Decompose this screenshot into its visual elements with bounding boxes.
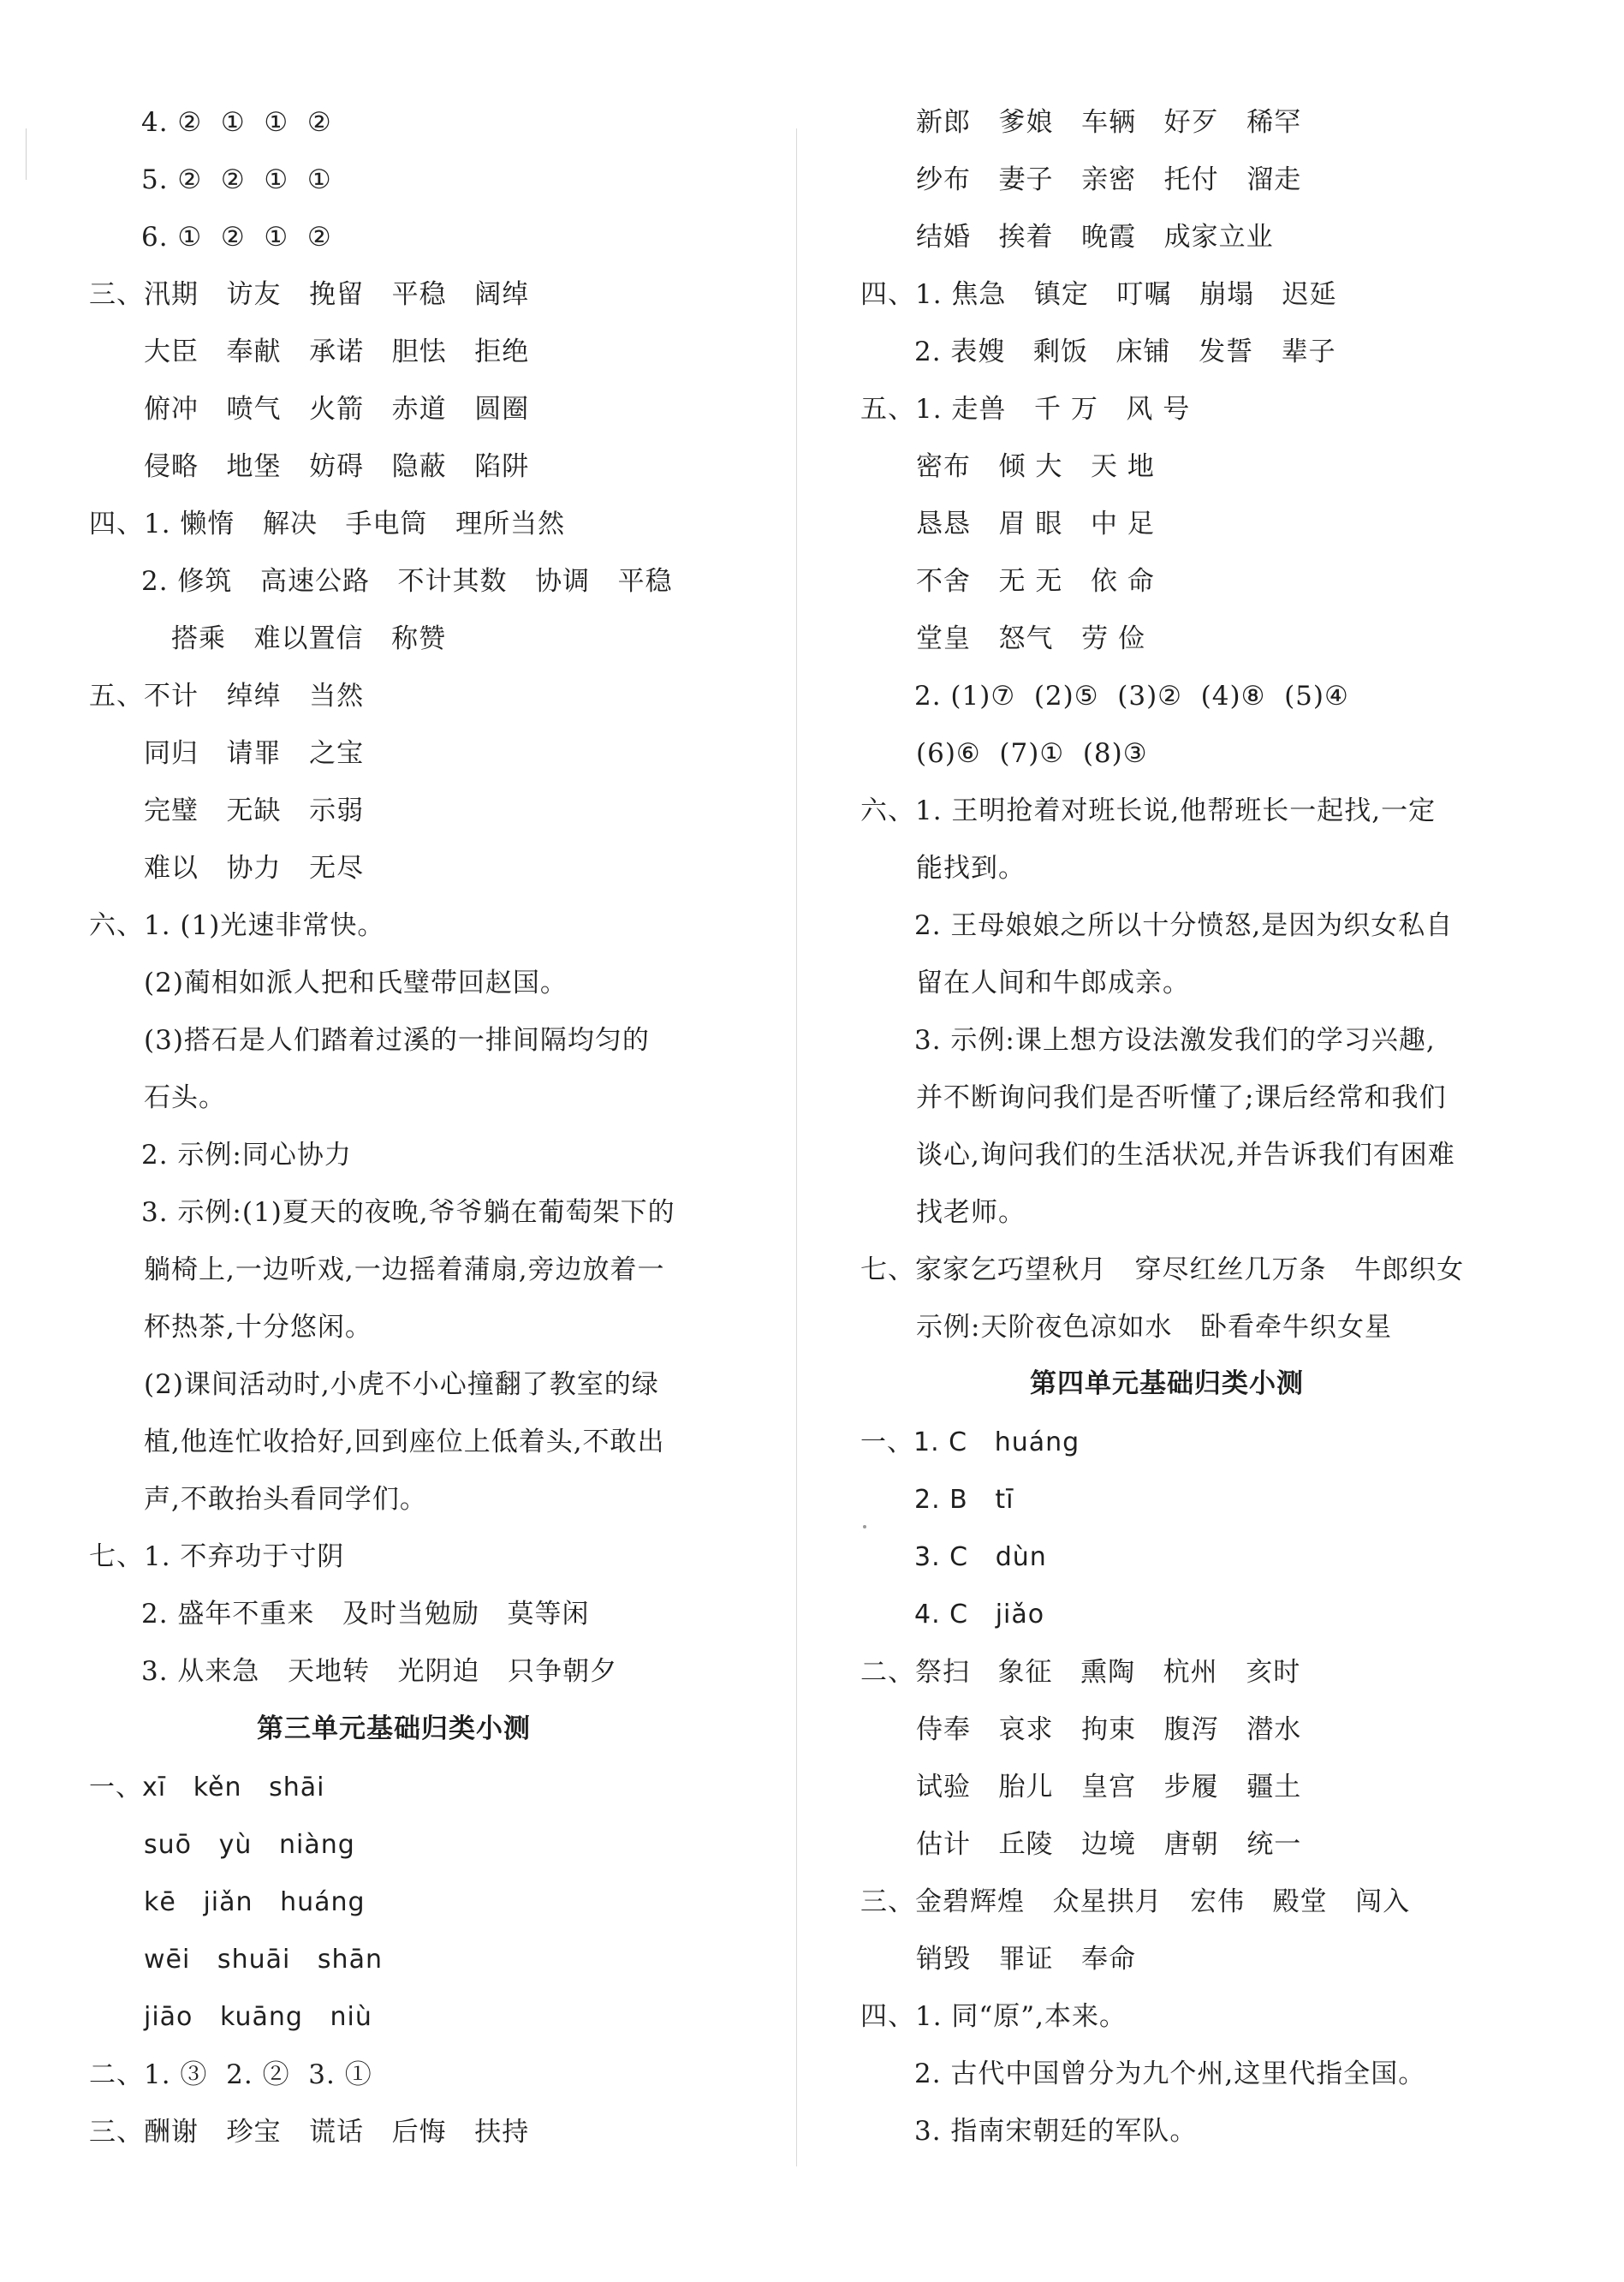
right-answer-line: 2. 表嫂 剩饭 床铺 发誓 辈子 — [914, 337, 1336, 367]
right-answer-line: 3. 指南宋朝廷的军队。 — [914, 2116, 1198, 2147]
left-answer-line: 3. 示例:(1)夏天的夜晚,爷爷躺在葡萄架下的 — [141, 1197, 675, 1228]
right-answer-line: 留在人间和牛郎成亲。 — [916, 968, 1190, 998]
left-answer-line: 四、1. 懒惰 解决 手电筒 理所当然 — [89, 509, 566, 539]
left-answer-line: 6. ① ② ① ② — [141, 222, 332, 253]
left-answer-line: 石头。 — [144, 1082, 226, 1113]
left-answer-line: 5. ② ② ① ① — [141, 164, 332, 195]
right-answer-line: 销毁 罪证 奉命 — [916, 1944, 1137, 1975]
left-answer-line: wēi shuāi shān — [144, 1945, 383, 1975]
right-answer-line: 2. B tī — [914, 1485, 1014, 1515]
left-answer-line: 同归 请罪 之宝 — [144, 738, 365, 769]
right-answer-line: 估计 丘陵 边境 唐朝 统一 — [916, 1829, 1302, 1860]
left-answer-line: 2. 修筑 高速公路 不计其数 协调 平稳 — [141, 566, 673, 597]
left-answer-line: 2. 示例:同心协力 — [141, 1140, 352, 1171]
right-answer-line: 谈心,询问我们的生活状况,并告诉我们有困难 — [916, 1140, 1455, 1171]
left-answer-line: 三、酬谢 珍宝 谎话 后悔 扶持 — [89, 2117, 530, 2148]
right-answer-line: 七、家家乞巧望秋月 穿尽红丝几万条 牛郎织女 — [860, 1254, 1465, 1285]
right-answer-line: 恳恳 眉 眼 中 足 — [916, 509, 1155, 539]
left-answer-line: 俯冲 喷气 火箭 赤道 圆圈 — [144, 394, 530, 425]
right-answer-line: 2. 古代中国曾分为九个州,这里代指全国。 — [914, 2059, 1426, 2089]
left-answer-line: 大臣 奉献 承诺 胆怯 拒绝 — [144, 337, 530, 367]
right-answer-line: 三、金碧辉煌 众星拱月 宏伟 殿堂 闯入 — [860, 1886, 1411, 1917]
right-answer-line: 一、1. C huáng — [860, 1427, 1080, 1457]
right-answer-line: 二、祭扫 象征 熏陶 杭州 亥时 — [860, 1657, 1301, 1688]
left-answer-line: 完璧 无缺 示弱 — [144, 795, 365, 826]
right-answer-line: 试验 胎儿 皇宫 步履 疆土 — [916, 1772, 1302, 1802]
left-answer-line: 躺椅上,一边听戏,一边摇着蒲扇,旁边放着一 — [144, 1254, 665, 1285]
left-answer-line: 杯热茶,十分悠闲。 — [144, 1312, 372, 1343]
stray-dot — [863, 1525, 866, 1528]
right-answer-line: 五、1. 走兽 千 万 风 号 — [860, 394, 1191, 425]
left-answer-line: 六、1. (1)光速非常快。 — [89, 910, 385, 941]
right-answer-line: 示例:天阶夜色凉如水 卧看牵牛织女星 — [916, 1312, 1393, 1343]
left-answer-line: 三、汛期 访友 挽留 平稳 阔绰 — [89, 279, 530, 310]
left-answer-line: 五、不计 绰绰 当然 — [89, 681, 365, 712]
right-answer-line: 不舍 无 无 依 命 — [916, 566, 1155, 597]
left-answer-line: (3)搭石是人们踏着过溪的一排间隔均匀的 — [144, 1025, 650, 1056]
left-answer-line: 植,他连忙收拾好,回到座位上低着头,不敢出 — [144, 1427, 665, 1457]
left-answer-line: 2. 盛年不重来 及时当勉励 莫等闲 — [141, 1599, 590, 1630]
right-answer-line: 4. C jiǎo — [914, 1600, 1045, 1630]
left-answer-line: 搭乘 难以置信 称赞 — [171, 623, 447, 654]
right-answer-line: 2. 王母娘娘之所以十分愤怒,是因为织女私自 — [914, 910, 1454, 941]
left-answer-line: 难以 协力 无尽 — [144, 853, 365, 884]
right-answer-line: 侍奉 哀求 拘束 腹泻 潜水 — [916, 1714, 1302, 1745]
left-answer-line: kē jiǎn huáng — [144, 1887, 366, 1917]
right-answer-line: 并不断询问我们是否听懂了;课后经常和我们 — [916, 1082, 1447, 1113]
unit-4-heading: 第四单元基础归类小测 — [1030, 1368, 1304, 1399]
right-answer-line: 能找到。 — [916, 853, 1026, 884]
left-answer-line: 七、1. 不弃功于寸阴 — [89, 1541, 345, 1572]
right-answer-line: 堂皇 怒气 劳 俭 — [916, 623, 1145, 654]
left-answer-line: 侵略 地堡 妨碍 隐蔽 陷阱 — [144, 451, 530, 482]
left-answer-line: 4. ② ① ① ② — [141, 107, 332, 138]
right-answer-line: 纱布 妻子 亲密 托付 溜走 — [916, 164, 1302, 195]
right-answer-line: 密布 倾 大 天 地 — [916, 451, 1155, 482]
unit-3-heading: 第三单元基础归类小测 — [257, 1713, 531, 1744]
left-answer-line: 一、xī kěn shāi — [89, 1773, 325, 1802]
right-answer-line: 3. 示例:课上想方设法激发我们的学习兴趣, — [914, 1025, 1436, 1056]
left-answer-line: (2)课间活动时,小虎不小心撞翻了教室的绿 — [144, 1369, 659, 1400]
left-answer-line: suō yù niàng — [144, 1830, 355, 1860]
left-answer-line: (2)蔺相如派人把和氏璧带回赵国。 — [144, 968, 568, 998]
left-answer-line: 声,不敢抬头看同学们。 — [144, 1484, 427, 1515]
left-answer-line: jiāo kuāng niù — [144, 2002, 372, 2032]
right-answer-line: 六、1. 王明抢着对班长说,他帮班长一起找,一定 — [860, 795, 1437, 826]
right-answer-line: (6)⑥ (7)① (8)③ — [916, 738, 1148, 769]
right-answer-line: 找老师。 — [916, 1197, 1026, 1228]
right-answer-line: 3. C dùn — [914, 1542, 1047, 1572]
column-divider — [796, 128, 797, 2166]
left-answer-line: 二、1. ③ 2. ② 3. ① — [89, 2059, 372, 2090]
right-answer-line: 2. (1)⑦ (2)⑤ (3)② (4)⑧ (5)④ — [914, 681, 1349, 712]
right-answer-line: 新郎 爹娘 车辆 好歹 稀罕 — [916, 107, 1302, 138]
page-margin-line — [26, 128, 27, 180]
right-answer-line: 四、1. 同“原”,本来。 — [860, 2001, 1127, 2032]
right-answer-line: 结婚 挨着 晚霞 成家立业 — [916, 222, 1274, 253]
right-answer-line: 四、1. 焦急 镇定 叮嘱 崩塌 迟延 — [860, 279, 1337, 310]
left-answer-line: 3. 从来急 天地转 光阴迫 只争朝夕 — [141, 1656, 618, 1687]
